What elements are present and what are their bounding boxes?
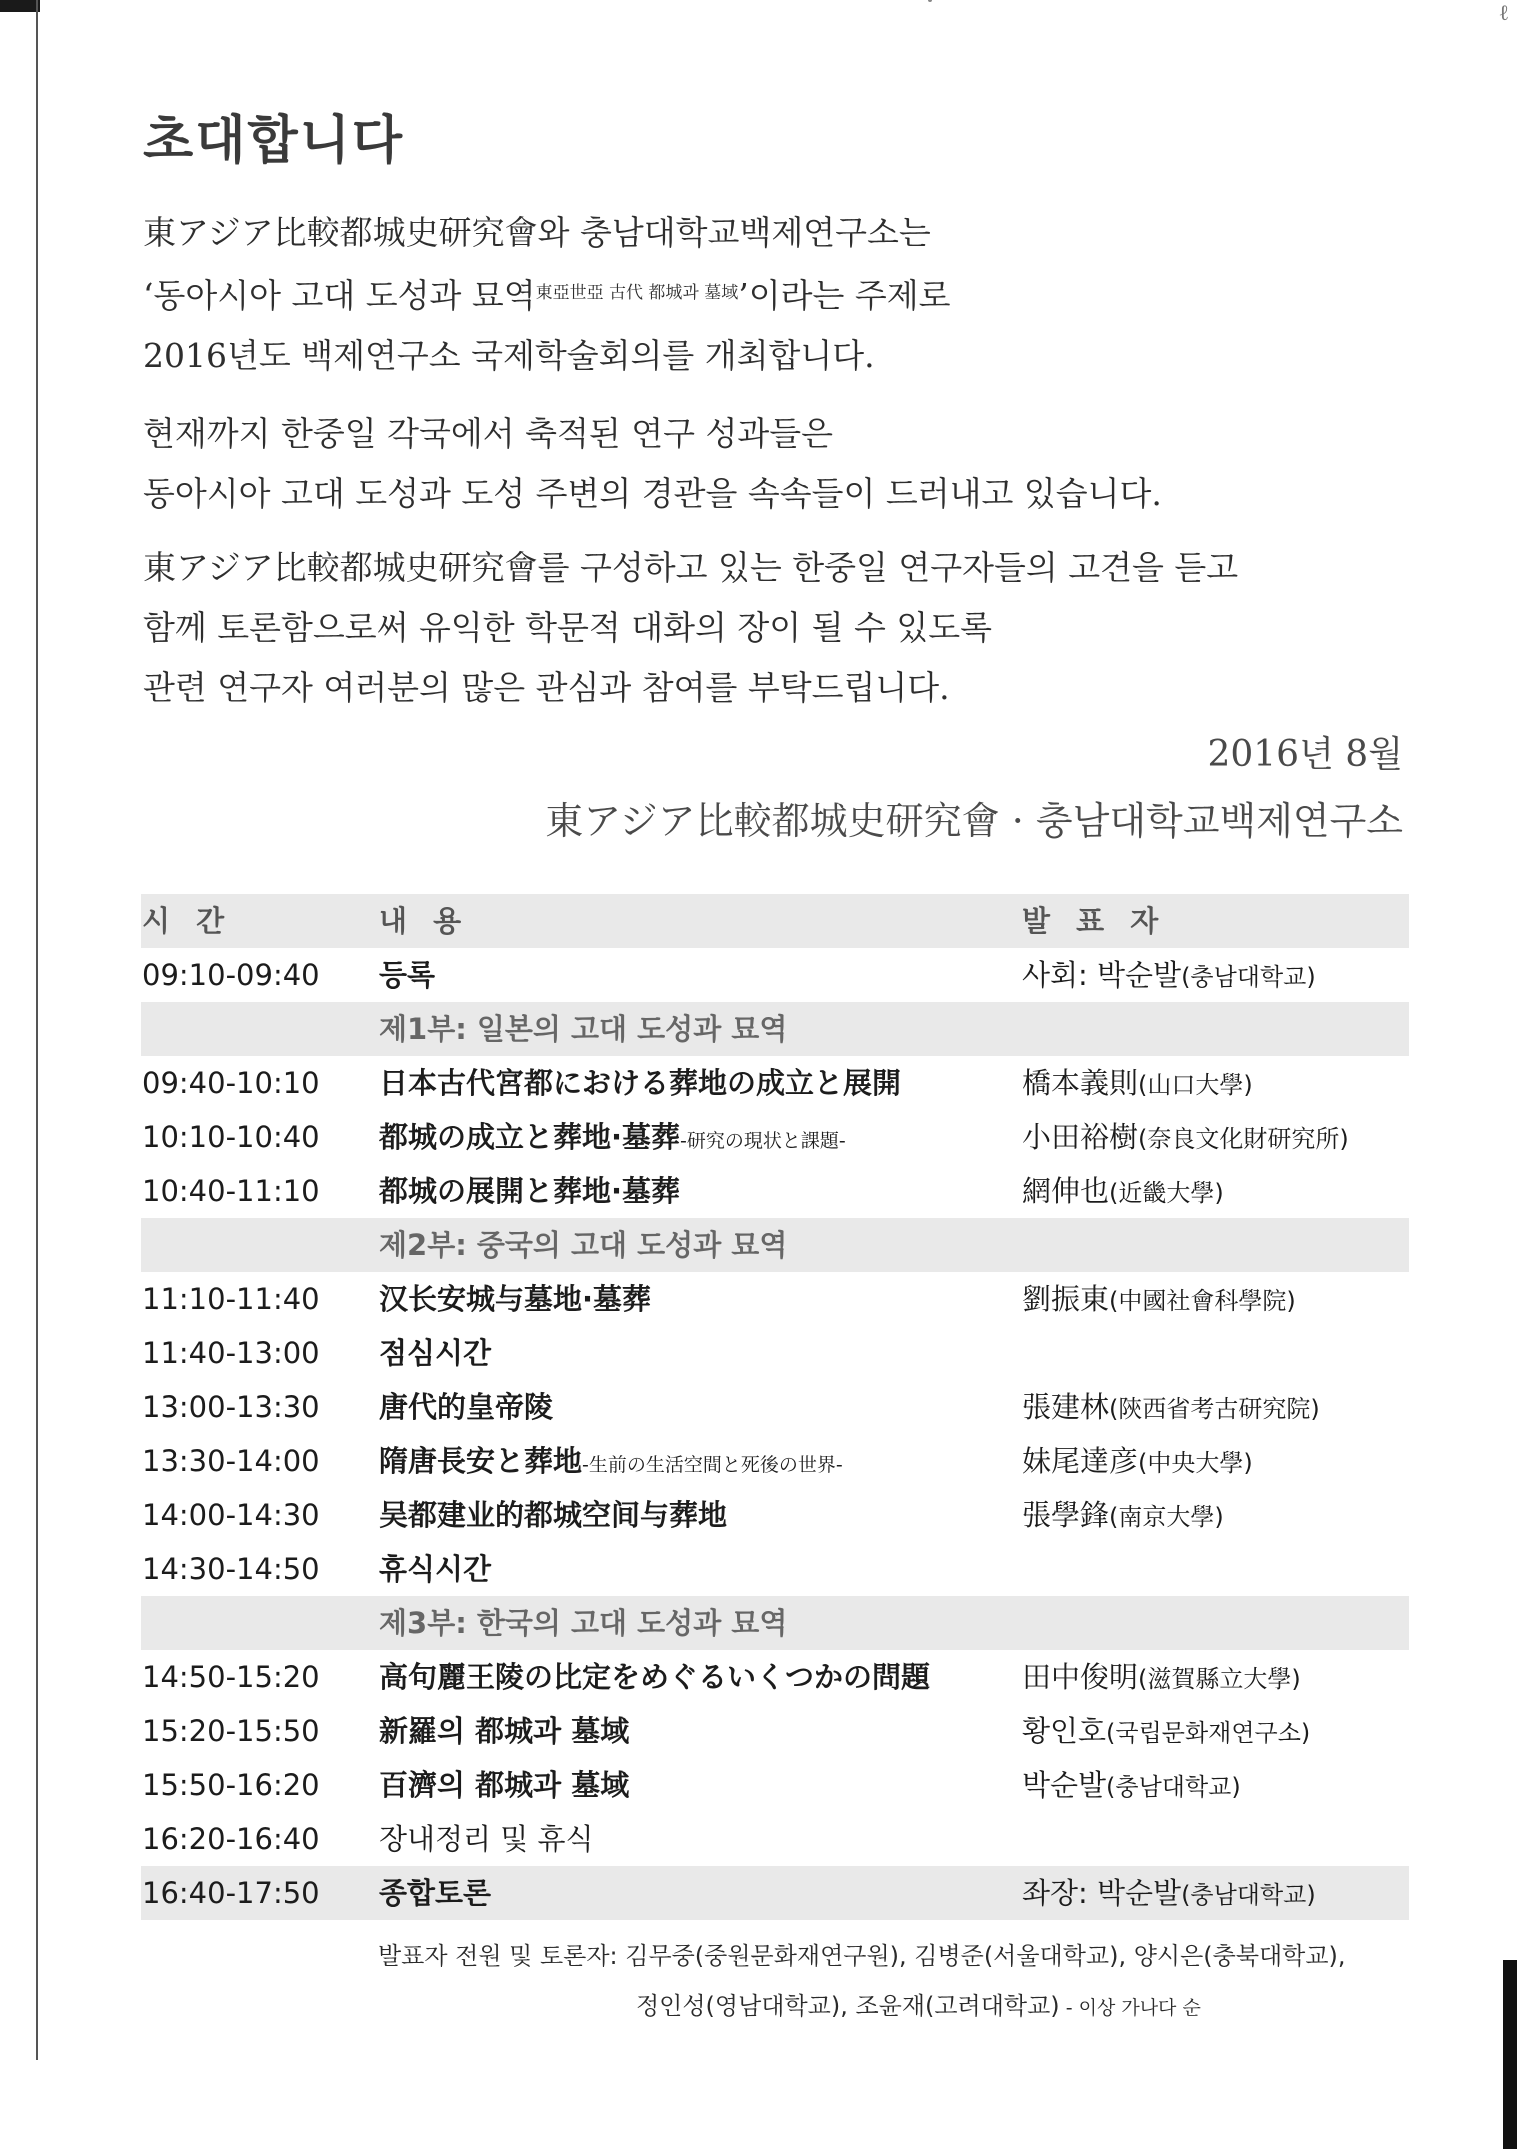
speaker-affiliation: (충남대학교) xyxy=(1181,1881,1316,1909)
schedule-row xyxy=(141,948,1409,1002)
theme-text-end: ’이라는 주제로 xyxy=(738,276,951,315)
speaker-name: 橋本義則 xyxy=(1022,1066,1139,1100)
paragraph-line: 관련 연구자 여러분의 많은 관심과 참여를 부탁드립니다. xyxy=(143,668,950,707)
session-speaker xyxy=(1022,1704,1310,1760)
discussant-names: 정인성(영남대학교), 조윤재(고려대학교) xyxy=(636,1992,1060,2020)
session-speaker xyxy=(1022,1650,1301,1706)
section-title: 제2부: 중국의 고대 도성과 묘역 xyxy=(379,1228,788,1262)
speaker-name: 張學鋒 xyxy=(1022,1498,1110,1532)
session-speaker xyxy=(1022,1164,1224,1220)
speaker-affiliation: (陝西省考古研究院) xyxy=(1109,1395,1320,1423)
schedule-row xyxy=(141,1326,1409,1380)
schedule-row xyxy=(141,1272,1409,1326)
session-content xyxy=(379,1164,680,1218)
speaker-name: 田中俊明 xyxy=(1022,1660,1139,1694)
session-content xyxy=(379,1866,491,1920)
paragraph-line: 2016년도 백제연구소 국제학술회의를 개최합니다. xyxy=(143,336,875,375)
session-time: 09:10-09:40 xyxy=(142,958,320,992)
paragraph-line: 함께 토론함으로써 유익한 학문적 대화의 장이 될 수 있도록 xyxy=(143,608,992,647)
session-content xyxy=(379,1434,843,1492)
schedule-row xyxy=(141,1866,1409,1920)
session-time: 14:30-14:50 xyxy=(142,1552,320,1586)
session-content xyxy=(379,948,435,1002)
schedule-row xyxy=(141,1164,1409,1218)
session-title: 都城の成立と葬地·墓葬 xyxy=(379,1120,681,1154)
section-title: 제3부: 한국의 고대 도성과 묘역 xyxy=(379,1606,788,1640)
paragraph-line xyxy=(143,263,951,326)
session-content xyxy=(379,1380,553,1434)
scan-curl-mark: ℓ xyxy=(1498,1,1509,26)
session-time: 15:20-15:50 xyxy=(142,1714,320,1748)
speaker-name: 사회: 박순발 xyxy=(1022,958,1182,992)
session-content xyxy=(379,1812,594,1866)
session-time: 09:40-10:10 xyxy=(142,1066,320,1100)
speaker-affiliation: (南京大學) xyxy=(1109,1503,1224,1531)
session-title: 등록 xyxy=(379,958,436,992)
theme-hanja: 東亞世亞 古代 都城과 墓域 xyxy=(535,283,739,303)
program-schedule xyxy=(141,894,1409,1920)
session-title: 장내정리 및 휴식 xyxy=(379,1822,594,1856)
section-title: 제1부: 일본의 고대 도성과 묘역 xyxy=(379,1012,788,1046)
session-content xyxy=(379,1110,846,1168)
schedule-row xyxy=(141,1542,1409,1596)
session-speaker xyxy=(1022,1056,1253,1112)
scan-dust-mark xyxy=(928,0,932,2)
invitation-paragraph-1 xyxy=(143,203,951,386)
session-speaker xyxy=(1022,1866,1316,1922)
session-title: 汉长安城与墓地·墓葬 xyxy=(379,1282,652,1316)
discussant-note-line-2 xyxy=(636,1986,1201,2021)
header-speaker: 발 표 자 xyxy=(1022,904,1167,938)
session-speaker xyxy=(1022,1758,1241,1814)
speaker-name: 張建林 xyxy=(1022,1390,1110,1424)
session-time: 13:00-13:30 xyxy=(142,1390,320,1424)
session-subtitle: -生前の生活空間と死後の世界- xyxy=(582,1454,843,1476)
session-title: 新羅의 都城과 墓域 xyxy=(379,1714,630,1748)
speaker-affiliation: (近畿大學) xyxy=(1109,1179,1224,1207)
session-title: 唐代的皇帝陵 xyxy=(379,1390,554,1424)
speaker-affiliation: (滋賀縣立大學) xyxy=(1138,1665,1301,1693)
session-time: 10:40-11:10 xyxy=(142,1174,320,1208)
signature-date: 2016년 8월 xyxy=(1207,734,1403,775)
schedule-row xyxy=(141,1650,1409,1704)
header-content: 내 용 xyxy=(379,904,470,938)
invitation-paragraph-3 xyxy=(143,538,1238,718)
paragraph-line: 동아시아 고대 도성과 도성 주변의 경관을 속속들이 드러내고 있습니다. xyxy=(143,474,1162,513)
schedule-body xyxy=(141,948,1409,1920)
speaker-name: 妹尾達彦 xyxy=(1022,1444,1139,1478)
session-speaker xyxy=(1022,1272,1296,1328)
session-title: 隋唐長安と葬地 xyxy=(379,1444,583,1478)
speaker-name: 劉振東 xyxy=(1022,1282,1110,1316)
session-subtitle: -研究の現状と課題- xyxy=(680,1130,846,1152)
schedule-row xyxy=(141,1434,1409,1488)
scan-edge-shadow-right xyxy=(1503,1960,1517,2149)
speaker-name: 박순발 xyxy=(1022,1768,1107,1802)
schedule-row xyxy=(141,1380,1409,1434)
session-title: 종합토론 xyxy=(379,1876,492,1910)
schedule-row xyxy=(141,1704,1409,1758)
session-content xyxy=(379,1758,629,1812)
session-time: 14:00-14:30 xyxy=(142,1498,320,1532)
session-time: 11:10-11:40 xyxy=(142,1282,320,1316)
session-content xyxy=(379,1488,727,1542)
session-title: 吴都建业的都城空间与葬地 xyxy=(379,1498,728,1532)
session-speaker xyxy=(1022,1110,1349,1166)
header-time: 시 간 xyxy=(142,904,233,938)
section-header-row xyxy=(141,1596,1409,1650)
session-title: 高句麗王陵の比定をめぐるいくつかの問題 xyxy=(379,1660,931,1694)
session-content xyxy=(379,1542,491,1596)
schedule-row xyxy=(141,1488,1409,1542)
session-content xyxy=(379,1056,901,1110)
theme-text: ‘동아시아 고대 도성과 묘역 xyxy=(143,276,536,315)
speaker-affiliation: (山口大學) xyxy=(1138,1071,1253,1099)
schedule-row xyxy=(141,1056,1409,1110)
session-speaker xyxy=(1022,1488,1224,1544)
session-content xyxy=(379,1650,930,1704)
section-header-row xyxy=(141,1002,1409,1056)
schedule-header-row xyxy=(141,894,1409,948)
paragraph-line: 東アジア比較都城史研究會와 충남대학교백제연구소는 xyxy=(143,213,931,252)
session-time: 14:50-15:20 xyxy=(142,1660,320,1694)
speaker-affiliation: (국립문화재연구소) xyxy=(1106,1719,1311,1747)
session-title: 점심시간 xyxy=(379,1336,492,1370)
session-time: 16:40-17:50 xyxy=(142,1876,320,1910)
paragraph-line: 東アジア比較都城史研究會를 구성하고 있는 한중일 연구자들의 고견을 듣고 xyxy=(143,548,1239,587)
invitation-paragraph-2 xyxy=(143,404,1162,524)
session-title: 百濟의 都城과 墓域 xyxy=(379,1768,630,1802)
speaker-affiliation: (충남대학교) xyxy=(1181,963,1316,991)
session-time: 11:40-13:00 xyxy=(142,1336,320,1370)
signature-organizers: 東アジア比較都城史研究會 · 충남대학교백제연구소 xyxy=(545,799,1403,843)
speaker-affiliation: (奈良文化財研究所) xyxy=(1138,1125,1349,1153)
session-title: 都城の展開と葬地·墓葬 xyxy=(379,1174,681,1208)
session-speaker xyxy=(1022,948,1316,1004)
session-content xyxy=(379,1326,491,1380)
scan-edge-line xyxy=(36,0,38,2060)
session-title: 日本古代宮都における葬地の成立と展開 xyxy=(379,1066,902,1100)
speaker-name: 황인호 xyxy=(1022,1714,1107,1748)
session-speaker xyxy=(1022,1434,1253,1490)
session-time: 13:30-14:00 xyxy=(142,1444,320,1478)
session-time: 15:50-16:20 xyxy=(142,1768,320,1802)
speaker-name: 小田裕樹 xyxy=(1022,1120,1139,1154)
paragraph-line: 현재까지 한중일 각국에서 축적된 연구 성과들은 xyxy=(143,414,834,453)
session-content xyxy=(379,1704,629,1758)
section-header-row xyxy=(141,1218,1409,1272)
session-content xyxy=(379,1272,651,1326)
page-title: 초대합니다 xyxy=(143,110,405,171)
speaker-name: 網伸也 xyxy=(1022,1174,1110,1208)
schedule-row xyxy=(141,1812,1409,1866)
session-speaker xyxy=(1022,1380,1320,1436)
speaker-name: 좌장: 박순발 xyxy=(1022,1876,1182,1910)
session-title: 휴식시간 xyxy=(379,1552,492,1586)
schedule-row xyxy=(141,1758,1409,1812)
schedule-row xyxy=(141,1110,1409,1164)
session-time: 16:20-16:40 xyxy=(142,1822,320,1856)
scan-edge-shadow xyxy=(0,0,40,12)
session-time: 10:10-10:40 xyxy=(142,1120,320,1154)
sort-order-note: - 이상 가나다 순 xyxy=(1059,1997,1201,2019)
discussant-note-line-1: 발표자 전원 및 토론자: 김무중(중원문화재연구원), 김병준(서울대학교), 양시은(충북대학교), xyxy=(378,1942,1346,1970)
speaker-affiliation: (中央大學) xyxy=(1138,1449,1253,1477)
speaker-affiliation: (中國社會科學院) xyxy=(1109,1287,1296,1315)
speaker-affiliation: (충남대학교) xyxy=(1106,1773,1241,1801)
